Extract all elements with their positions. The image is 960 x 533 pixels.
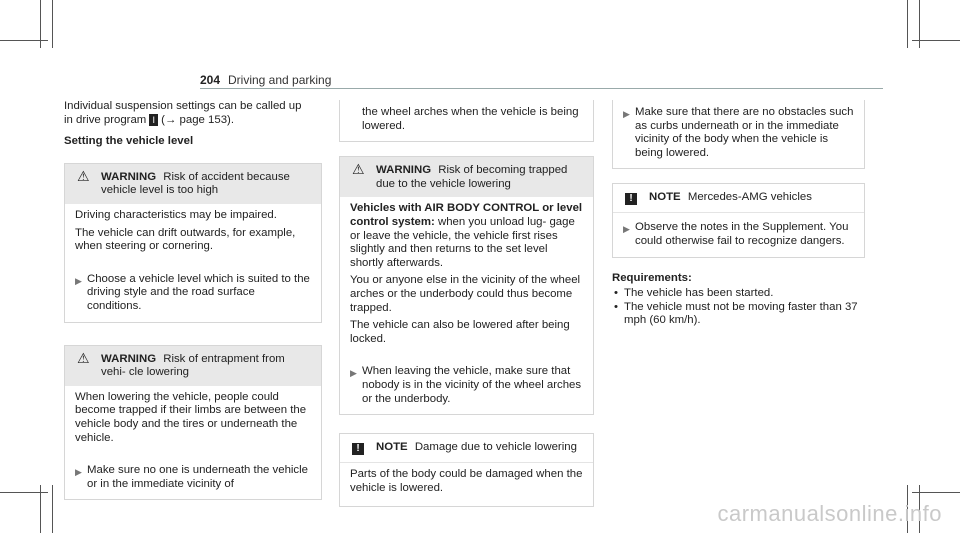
warning-box-continued xyxy=(339,100,594,142)
column-1 xyxy=(64,100,322,514)
warning-title: Risk of accident because vehicle level is too high xyxy=(101,170,290,197)
crop-mark xyxy=(52,0,53,48)
warning-title: Risk of becoming trapped due to the vehicle lowering xyxy=(376,164,568,190)
warning-body: Driving characteristics may be impaired. xyxy=(75,208,277,221)
warning-bold-lead: Vehicles with AIR BODY CONTROL or level control system: xyxy=(350,202,583,228)
note-label: NOTE xyxy=(376,441,408,454)
note-title: Damage due to vehicle lowering xyxy=(414,441,577,454)
note-box-continued xyxy=(612,100,865,169)
note-exclamation-icon: ! xyxy=(625,193,637,205)
play-arrow-icon: ▶ xyxy=(623,224,630,235)
crop-mark xyxy=(912,492,960,493)
page-number: 204 xyxy=(200,73,221,87)
action-step: ▶ Make sure that there are no obstacles such as curbs underneath or in the immediate vicinity of the body when the vehicle is being lowered. xyxy=(623,106,854,159)
note-title: Mercedes-AMG vehicles xyxy=(687,191,812,204)
warning-triangle-icon: ⚠ xyxy=(77,167,90,184)
section-heading: Setting the vehicle level xyxy=(64,135,194,148)
play-arrow-icon: ▶ xyxy=(75,275,82,286)
warning-box xyxy=(64,163,322,323)
warning-box xyxy=(339,156,594,415)
column-2 xyxy=(339,100,594,521)
action-step: the wheel arches when the vehicle is being lowered. xyxy=(362,106,579,132)
header-rule xyxy=(200,88,883,89)
warning-body: The vehicle can also be lowered after being locked. xyxy=(350,319,570,345)
warning-label: WARNING xyxy=(376,164,432,177)
crop-mark xyxy=(0,492,48,493)
page-reference-link[interactable]: (→ page 153). xyxy=(161,113,234,126)
warning-body: The vehicle can drift outwards, for example, when steering or cornering. xyxy=(75,226,296,253)
crop-mark xyxy=(52,485,53,533)
warning-triangle-icon: ⚠ xyxy=(352,161,365,178)
note-box xyxy=(339,433,594,507)
section-title: Driving and parking xyxy=(228,73,332,87)
note-exclamation-icon: ! xyxy=(352,443,364,455)
warning-triangle-icon: ⚠ xyxy=(77,349,90,366)
drive-program-icon: I xyxy=(149,114,158,126)
column-3 xyxy=(612,100,865,328)
intro-line-2: in drive program I (→ page 153). xyxy=(64,113,234,126)
action-step: ▶ Make sure no one is underneath the vehicle or in the immediate vicinity of xyxy=(75,464,308,490)
action-step: ▶ When leaving the vehicle, make sure that nobody is in the vicinity of the wheel arches or the underbody. xyxy=(350,365,582,405)
crop-mark xyxy=(907,0,908,48)
play-arrow-icon: ▶ xyxy=(75,467,82,478)
warning-body: When lowering the vehicle, people could become trapped if their limbs are between the vehicle body and the tires or underneath the vehicle. xyxy=(75,390,307,444)
action-step: ▶ Observe the notes in the Supplement. You could otherwise fail to recognize dangers. xyxy=(623,221,849,247)
crop-mark xyxy=(912,40,960,41)
warning-body: when you unload lug- gage or leave the vehicle, the vehicle first rises slightly and then returns to the set level shortly afterwards. xyxy=(350,215,575,269)
warning-box xyxy=(64,345,322,501)
note-label: NOTE xyxy=(649,191,681,204)
note-box xyxy=(612,183,865,257)
requirements-heading: Requirements: xyxy=(612,271,692,284)
intro-line-1: Individual suspension settings can be called up xyxy=(64,100,302,112)
crop-mark xyxy=(0,40,48,41)
play-arrow-icon: ▶ xyxy=(623,109,630,119)
watermark: carmanualsonline.info xyxy=(717,501,942,526)
play-arrow-icon: ▶ xyxy=(350,368,357,379)
note-body: Parts of the body could be damaged when the vehicle is lowered. xyxy=(350,468,583,494)
list-item: • The vehicle has been started. xyxy=(612,287,865,301)
list-item: • The vehicle must not be moving faster than 37 mph (60 km/h). xyxy=(612,301,865,328)
warning-label: WARNING xyxy=(101,352,157,365)
action-step: ▶ Choose a vehicle level which is suited to the driving style and the road surface conditions. xyxy=(75,272,310,312)
warning-title: Risk of entrapment from vehi- cle lowering xyxy=(101,352,285,379)
warning-label: WARNING xyxy=(101,170,157,183)
warning-body: You or anyone else in the vicinity of the wheel arches or the underbody could thus become trapped. xyxy=(350,274,581,314)
requirements-list xyxy=(612,287,865,328)
